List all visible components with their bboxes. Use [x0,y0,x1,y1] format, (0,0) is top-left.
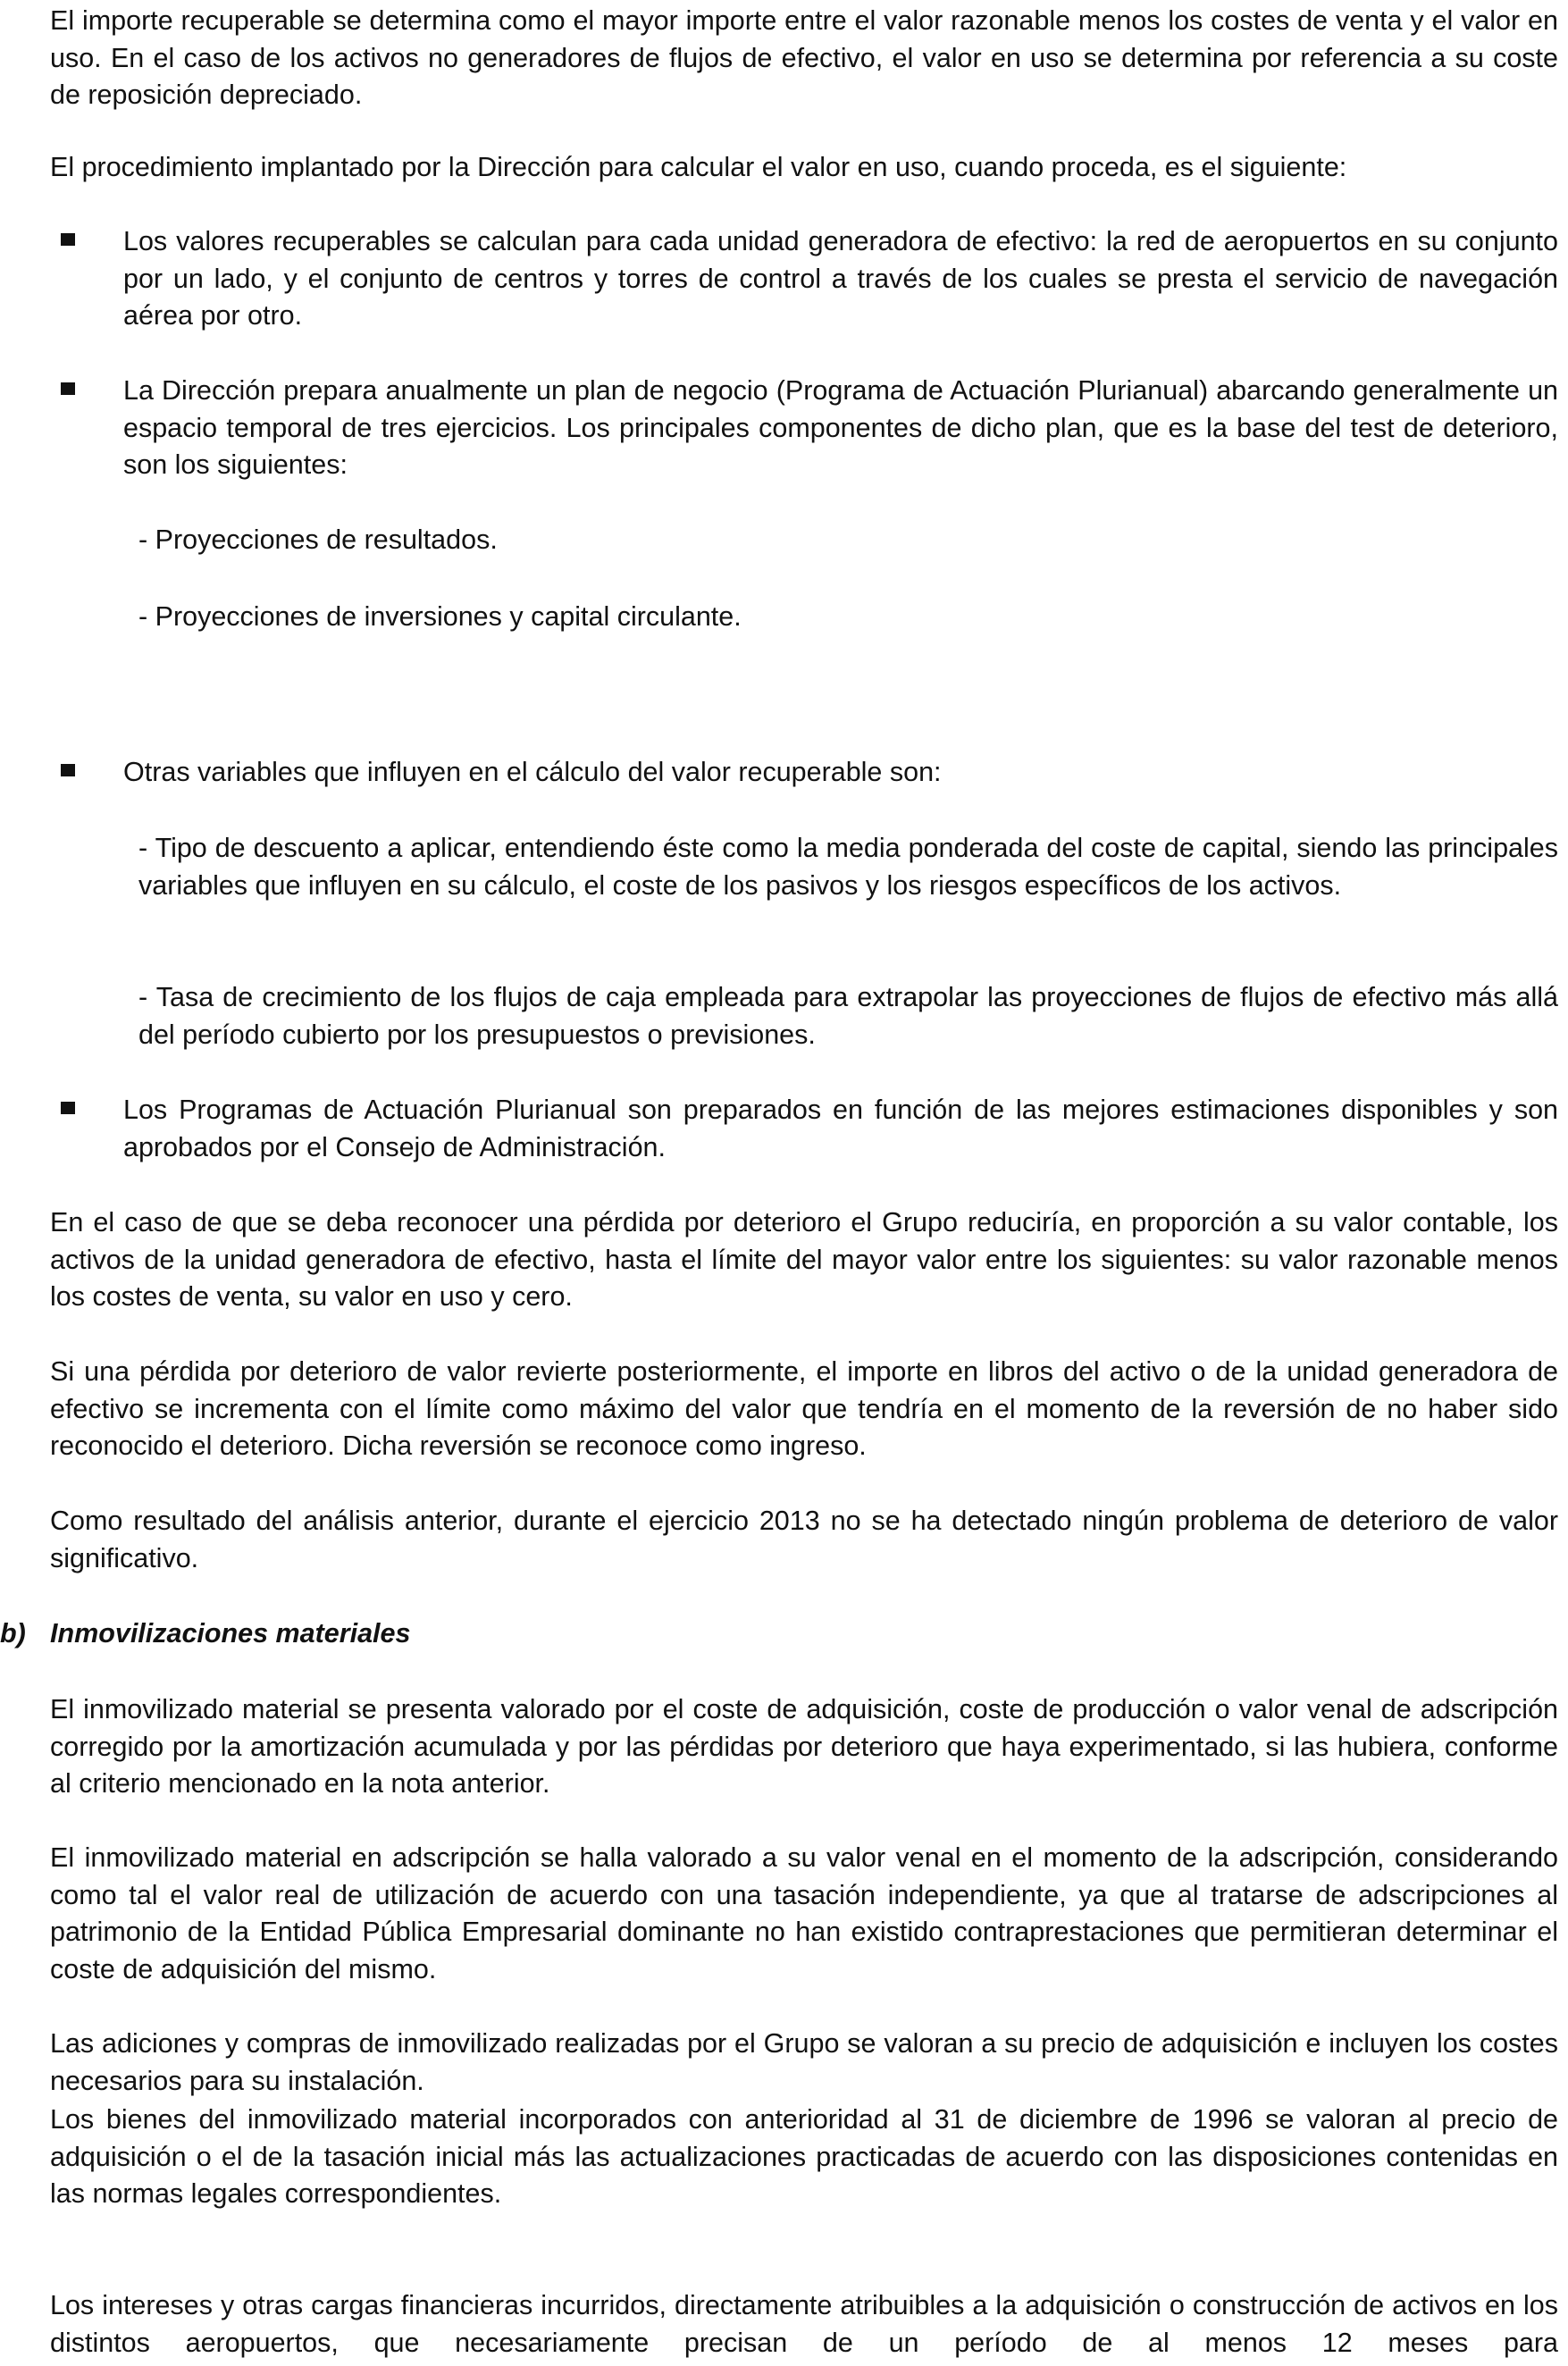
paragraph-pre-1996-assets: Los bienes del inmovilizado material incorporados con anterioridad al 31 de diciembre de 1996 se valoran al precio de adquisición o el de la tasación inicial más las actualizaciones practicadas de acuerdo con las disposiciones contenidas en las normas legales correspondientes. [50,2104,1558,2209]
bullet-approval-programs: Los Programas de Actuación Plurianual son preparados en función de las mejores estimaciones disponibles y son aprobados por el Consejo de Administración. [123,1095,1558,1162]
bullet-square-icon [61,382,75,395]
paragraph-impairment-loss: En el caso de que se deba reconocer una pérdida por deterioro el Grupo reduciría, en proporción a su valor contable, los activos de la unidad generadora de efectivo, hasta el límite del mayor valor entre los siguientes: su valor razonable menos los costes de venta, su valor en uso y cero. [50,1207,1558,1312]
section-letter: b) [0,1618,26,1649]
subitem-discount-rate: - Tipo de descuento a aplicar, entendiendo éste como la media ponderada del coste de capital, siendo las principales variables que influyen en su cálculo, el coste de los pasivos y los riesgos específicos de los activos. [138,833,1558,901]
paragraph-procedure-intro: El procedimiento implantado por la Dirección para calcular el valor en uso, cuando proceda, es el siguiente: [50,152,1347,182]
paragraph-analysis-result: Como resultado del análisis anterior, durante el ejercicio 2013 no se ha detectado ningún problema de deterioro de valor significativo. [50,1506,1558,1573]
bullet-square-icon [61,764,75,776]
bullet-square-icon [61,1102,75,1114]
subitem-investment-projections: - Proyecciones de inversiones y capital circulante. [138,601,742,632]
paragraph-additions: Las adiciones y compras de inmovilizado realizadas por el Grupo se valoran a su precio de adquisición e incluyen los costes necesarios para su instalación. [50,2028,1558,2096]
paragraph-tangible-assets-valuation: El inmovilizado material se presenta valorado por el coste de adquisición, coste de producción o valor venal de adscripción corregido por la amortización acumulada y por las pérdidas por deterioro que haya experimentado, si las hubiera, conforme al criterio mencionado en la nota anterior. [50,1694,1558,1799]
bullet-cash-generating-units: Los valores recuperables se calculan para cada unidad generadora de efectivo: la red de aeropuertos en su conjunto por un lado, y el conjunto de centros y torres de control a través de los cuales se presta el servicio de navegación aérea por otro. [123,226,1558,331]
subitem-results-projections: - Proyecciones de resultados. [138,524,498,555]
subitem-growth-rate: - Tasa de crecimiento de los flujos de caja empleada para extrapolar las proyecciones de flujos de efectivo más allá del período cubierto por los presupuestos o previsiones. [138,982,1558,1050]
paragraph-assigned-assets: El inmovilizado material en adscripción se halla valorado a su valor venal en el momento de la adscripción, considerando como tal el valor real de utilización de acuerdo con una tasación independiente, ya que al tratarse de adscripciones al patrimonio de la Entidad Pública Empresarial dominante no han existido contraprestaciones que permitieran determinar el coste de adquisición del mismo. [50,1842,1558,1984]
section-title: Inmovilizaciones materiales [50,1618,411,1649]
bullet-business-plan: La Dirección prepara anualmente un plan de negocio (Programa de Actuación Plurianual) abarcando generalmente un espacio temporal de tres ejercicios. Los principales componentes de dicho plan, que es la base del test de deterioro, son los siguientes: [123,375,1558,480]
bullet-other-variables: Otras variables que influyen en el cálculo del valor recuperable son: [123,757,942,787]
bullet-square-icon [61,233,75,246]
paragraph-financial-charges: Los intereses y otras cargas financieras incurridos, directamente atribuibles a la adquisición o construcción de activos en los distintos aeropuertos, que necesariamente precisan de un período de al menos 12 meses para [50,2290,1558,2358]
paragraph-recoverable-amount: El importe recuperable se determina como el mayor importe entre el valor razonable menos los costes de venta y el valor en uso. En el caso de los activos no generadores de flujos de efectivo, el valor en uso se determina por referencia a su coste de reposición depreciado. [50,5,1558,110]
paragraph-impairment-reversal: Si una pérdida por deterioro de valor revierte posteriormente, el importe en libros del activo o de la unidad generadora de efectivo se incrementa con el límite como máximo del valor que tendría en el momento de la reversión de no haber sido reconocido el deterioro. Dicha reversión se reconoce como ingreso. [50,1356,1558,1461]
